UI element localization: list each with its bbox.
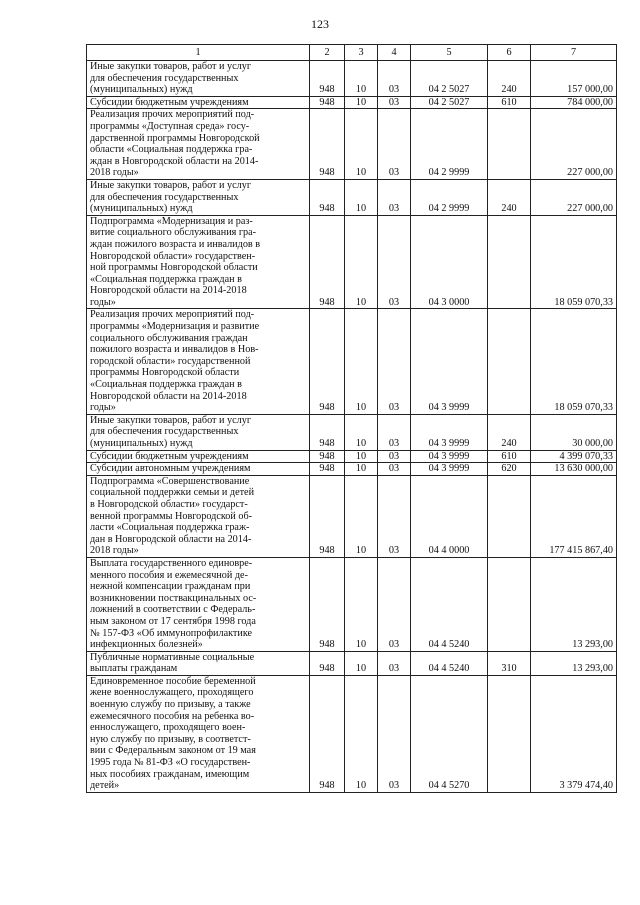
row-amount-cell: 784 000,00 bbox=[531, 96, 617, 109]
row-expense-type-cell: 240 bbox=[488, 414, 531, 450]
row-expense-type-cell bbox=[488, 109, 531, 180]
row-section-cell: 10 bbox=[345, 96, 378, 109]
row-section-cell: 10 bbox=[345, 557, 378, 651]
column-header: 6 bbox=[488, 45, 531, 61]
row-amount-cell: 177 415 867,40 bbox=[531, 475, 617, 557]
row-code-cell: 948 bbox=[310, 61, 345, 97]
row-target-article-cell: 04 3 0000 bbox=[411, 215, 488, 309]
row-expense-type-cell: 610 bbox=[488, 450, 531, 463]
row-target-article-cell: 04 3 9999 bbox=[411, 463, 488, 476]
row-section-cell: 10 bbox=[345, 179, 378, 215]
row-name-cell: Подпрограмма «Совершенствование социальной поддержки семьи и детей в Новгородской области» государст- венной программы Новгородской об- ласти «Социальная поддержка граж- дан в Новгородской области на 2014- 2018 годы» bbox=[87, 475, 310, 557]
row-expense-type-cell bbox=[488, 557, 531, 651]
row-amount-cell: 13 630 000,00 bbox=[531, 463, 617, 476]
table-body bbox=[87, 61, 617, 793]
row-subsection-cell: 03 bbox=[378, 450, 411, 463]
row-subsection-cell: 03 bbox=[378, 215, 411, 309]
row-code-cell: 948 bbox=[310, 215, 345, 309]
table-row bbox=[87, 179, 617, 215]
table-row bbox=[87, 675, 617, 792]
row-code-cell: 948 bbox=[310, 651, 345, 675]
row-subsection-cell: 03 bbox=[378, 557, 411, 651]
row-subsection-cell: 03 bbox=[378, 675, 411, 792]
row-code-cell: 948 bbox=[310, 675, 345, 792]
row-name-cell: Публичные нормативные социальные выплаты гражданам bbox=[87, 651, 310, 675]
row-expense-type-cell bbox=[488, 309, 531, 414]
row-amount-cell: 157 000,00 bbox=[531, 61, 617, 97]
table-row bbox=[87, 463, 617, 476]
row-target-article-cell: 04 2 9999 bbox=[411, 109, 488, 180]
table-row bbox=[87, 557, 617, 651]
row-code-cell: 948 bbox=[310, 557, 345, 651]
row-name-cell: Субсидии автономным учреждениям bbox=[87, 463, 310, 476]
row-expense-type-cell: 240 bbox=[488, 61, 531, 97]
row-amount-cell: 3 379 474,40 bbox=[531, 675, 617, 792]
row-subsection-cell: 03 bbox=[378, 414, 411, 450]
row-section-cell: 10 bbox=[345, 475, 378, 557]
column-header: 4 bbox=[378, 45, 411, 61]
row-section-cell: 10 bbox=[345, 651, 378, 675]
row-section-cell: 10 bbox=[345, 463, 378, 476]
column-header: 5 bbox=[411, 45, 488, 61]
budget-table bbox=[86, 44, 617, 793]
row-section-cell: 10 bbox=[345, 309, 378, 414]
table-row bbox=[87, 96, 617, 109]
row-name-cell: Реализация прочих мероприятий под- программы «Доступная среда» госу- дарственной программы Новгородской области «Социальная поддержка гра- ждан в Новгородской области на 2014- 2018 годы» bbox=[87, 109, 310, 180]
table-row bbox=[87, 651, 617, 675]
row-name-cell: Выплата государственного единовре- менного пособия и ежемесячной де- нежной компенсации гражданам при возникновении поствакцинальных ос- ложнений в соответствии с Федераль- ным законом от 17 сентября 1998 года № 157-ФЗ «Об иммунопрофилактике инфекционных болезней» bbox=[87, 557, 310, 651]
row-name-cell: Реализация прочих мероприятий под- программы «Модернизация и развитие социального обслуживания граждан пожилого возраста и инвалидов в Нов- городской области» государственной программы Новгородской области «Социальная поддержка граждан в Новгородской области на 2014-2018 годы» bbox=[87, 309, 310, 414]
row-amount-cell: 227 000,00 bbox=[531, 109, 617, 180]
row-expense-type-cell: 610 bbox=[488, 96, 531, 109]
row-expense-type-cell: 620 bbox=[488, 463, 531, 476]
row-target-article-cell: 04 3 9999 bbox=[411, 309, 488, 414]
table-row bbox=[87, 414, 617, 450]
row-target-article-cell: 04 4 5270 bbox=[411, 675, 488, 792]
row-code-cell: 948 bbox=[310, 450, 345, 463]
header-row bbox=[87, 45, 617, 61]
row-subsection-cell: 03 bbox=[378, 109, 411, 180]
row-target-article-cell: 04 2 9999 bbox=[411, 179, 488, 215]
row-name-cell: Иные закупки товаров, работ и услуг для обеспечения государственных (муниципальных) нужд bbox=[87, 61, 310, 97]
row-amount-cell: 227 000,00 bbox=[531, 179, 617, 215]
row-target-article-cell: 04 4 0000 bbox=[411, 475, 488, 557]
row-amount-cell: 4 399 070,33 bbox=[531, 450, 617, 463]
row-code-cell: 948 bbox=[310, 475, 345, 557]
table-row bbox=[87, 309, 617, 414]
row-name-cell: Субсидии бюджетным учреждениям bbox=[87, 96, 310, 109]
row-amount-cell: 18 059 070,33 bbox=[531, 309, 617, 414]
row-code-cell: 948 bbox=[310, 414, 345, 450]
table-row bbox=[87, 109, 617, 180]
row-expense-type-cell bbox=[488, 475, 531, 557]
column-header: 3 bbox=[345, 45, 378, 61]
row-subsection-cell: 03 bbox=[378, 475, 411, 557]
row-section-cell: 10 bbox=[345, 109, 378, 180]
row-target-article-cell: 04 3 9999 bbox=[411, 414, 488, 450]
row-code-cell: 948 bbox=[310, 179, 345, 215]
row-subsection-cell: 03 bbox=[378, 309, 411, 414]
row-name-cell: Иные закупки товаров, работ и услуг для обеспечения государственных (муниципальных) нужд bbox=[87, 179, 310, 215]
table-row bbox=[87, 450, 617, 463]
row-code-cell: 948 bbox=[310, 96, 345, 109]
table-row bbox=[87, 61, 617, 97]
row-amount-cell: 18 059 070,33 bbox=[531, 215, 617, 309]
row-amount-cell: 13 293,00 bbox=[531, 651, 617, 675]
row-section-cell: 10 bbox=[345, 675, 378, 792]
column-header: 2 bbox=[310, 45, 345, 61]
row-expense-type-cell: 240 bbox=[488, 179, 531, 215]
row-amount-cell: 13 293,00 bbox=[531, 557, 617, 651]
row-target-article-cell: 04 2 5027 bbox=[411, 61, 488, 97]
row-name-cell: Субсидии бюджетным учреждениям bbox=[87, 450, 310, 463]
row-target-article-cell: 04 2 5027 bbox=[411, 96, 488, 109]
row-subsection-cell: 03 bbox=[378, 463, 411, 476]
row-expense-type-cell: 310 bbox=[488, 651, 531, 675]
row-section-cell: 10 bbox=[345, 61, 378, 97]
row-code-cell: 948 bbox=[310, 109, 345, 180]
row-amount-cell: 30 000,00 bbox=[531, 414, 617, 450]
row-name-cell: Иные закупки товаров, работ и услуг для обеспечения государственных (муниципальных) нужд bbox=[87, 414, 310, 450]
row-target-article-cell: 04 3 9999 bbox=[411, 450, 488, 463]
page-number: 123 bbox=[311, 17, 329, 31]
row-name-cell: Единовременное пособие беременной жене военнослужащего, проходящего военную службу по призыву, а также ежемесячного пособия на ребенка во- еннослужащего, проходящего воен- ную службу по призыву, в соответст- вии с Федеральным законом от 19 мая 1995 года № 81-ФЗ «О государствен- ных пособиях гражданам, имеющим детей» bbox=[87, 675, 310, 792]
row-subsection-cell: 03 bbox=[378, 651, 411, 675]
row-code-cell: 948 bbox=[310, 309, 345, 414]
row-section-cell: 10 bbox=[345, 414, 378, 450]
table-row bbox=[87, 475, 617, 557]
table-row bbox=[87, 215, 617, 309]
column-header: 7 bbox=[531, 45, 617, 61]
row-subsection-cell: 03 bbox=[378, 61, 411, 97]
row-section-cell: 10 bbox=[345, 450, 378, 463]
row-target-article-cell: 04 4 5240 bbox=[411, 557, 488, 651]
row-section-cell: 10 bbox=[345, 215, 378, 309]
row-target-article-cell: 04 4 5240 bbox=[411, 651, 488, 675]
row-expense-type-cell bbox=[488, 675, 531, 792]
row-name-cell: Подпрограмма «Модернизация и раз- витие социального обслуживания гра- ждан пожилого возраста и инвалидов в Новгородской области» государствен- ной программы Новгородской области «Социальная поддержка граждан в Новгородской области на 2014-2018 годы» bbox=[87, 215, 310, 309]
row-subsection-cell: 03 bbox=[378, 96, 411, 109]
row-subsection-cell: 03 bbox=[378, 179, 411, 215]
row-expense-type-cell bbox=[488, 215, 531, 309]
column-header: 1 bbox=[87, 45, 310, 61]
row-code-cell: 948 bbox=[310, 463, 345, 476]
